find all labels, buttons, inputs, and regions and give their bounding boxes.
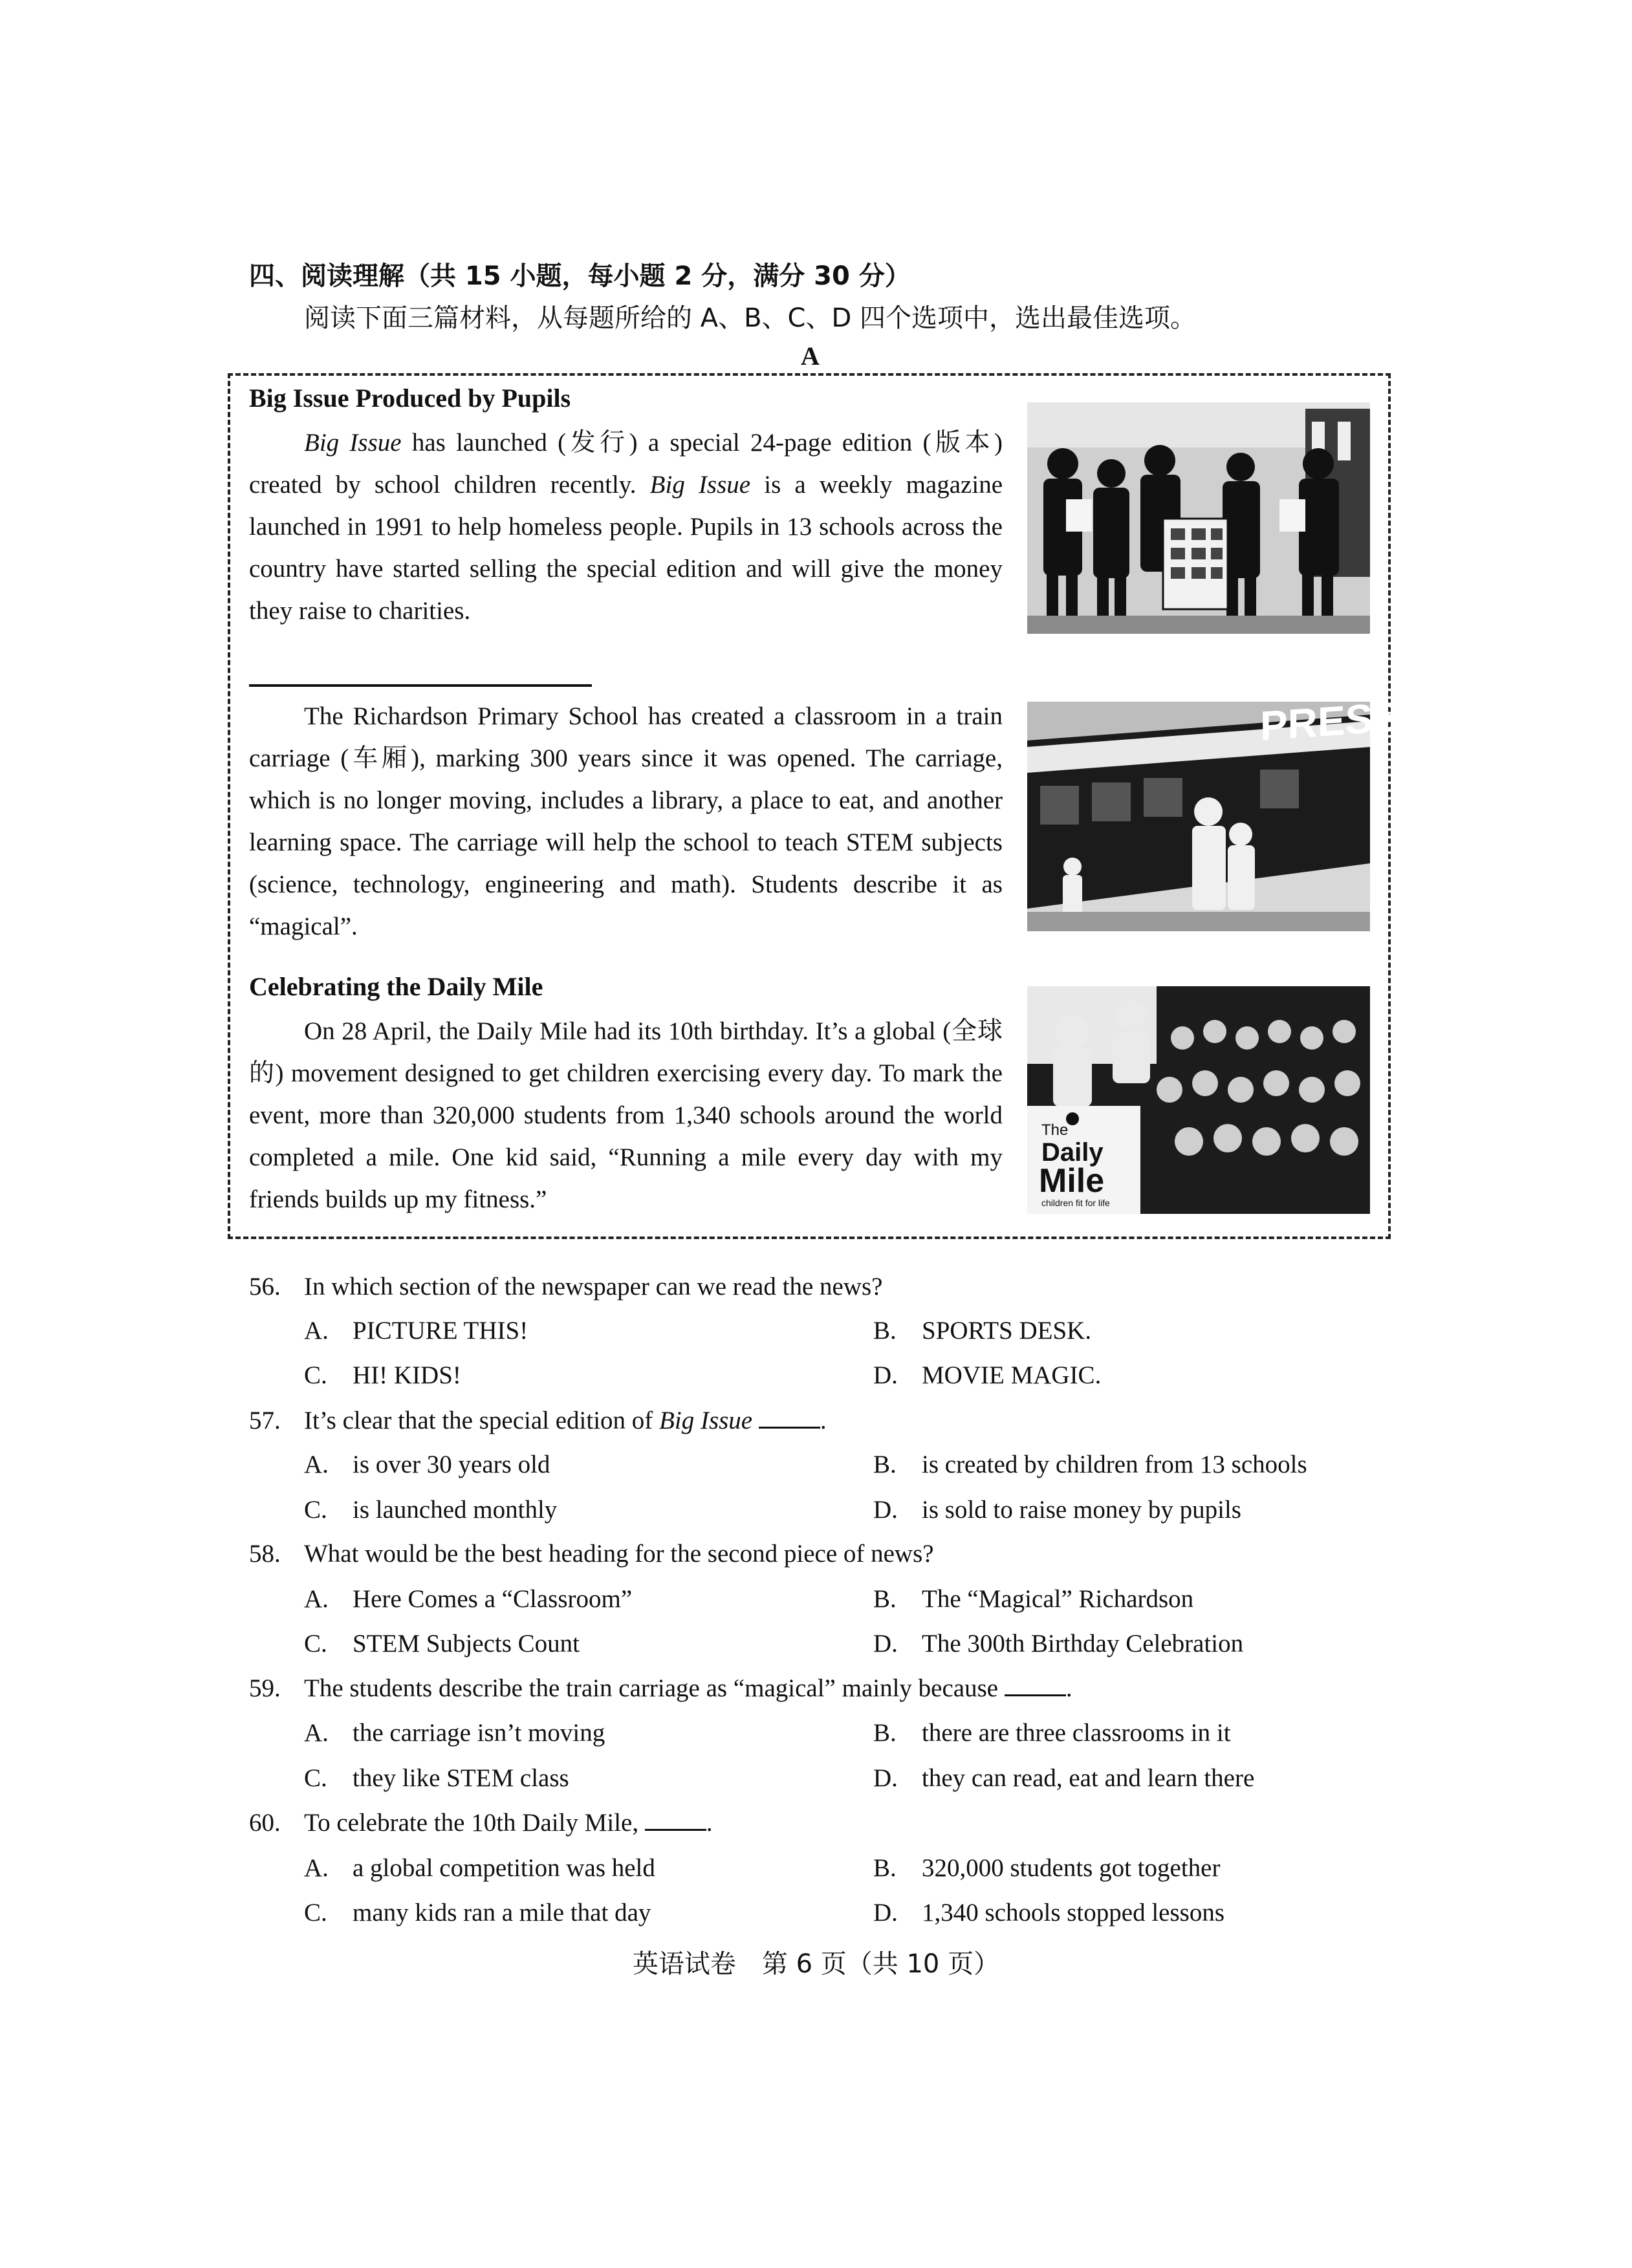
daily-mile-logo-daily: Daily [1041,1138,1104,1167]
answer-blank [1005,1672,1066,1696]
section-instruction: 阅读下面三篇材料，从每题所给的 A、B、C、D 四个选项中，选出最佳选项。 [304,303,1196,333]
passage-letter: A [801,341,820,371]
news-2-body: The Richardson Primary School has created a classroom in a train carriage (车厢), marking 300 years since it was opened. The carriage, which is no longer moving, includes a library, a place to eat, and another learning space. The carriage will help the school to teach STEM subjects (science, technology, engineering and math). Students describe it as “magical”. [249,702,1003,940]
press-sign: PRESS [1260,693,1400,750]
question-number: 59. [249,1674,281,1702]
option-a[interactable]: A. PICTURE THIS! [304,1317,528,1345]
news-1-magazine-name: Big Issue [304,429,402,457]
missing-title-line [249,684,592,687]
question-number: 58. [249,1540,281,1568]
option-d[interactable]: D. The 300th Birthday Celebration [873,1630,1244,1658]
news-1-magazine-name-2: Big Issue [649,471,751,499]
question-stem: It’s clear that the special edition of Big Issue . [304,1405,827,1437]
option-b[interactable]: B. there are three classrooms in it [873,1719,1231,1747]
option-b[interactable]: B. SPORTS DESK. [873,1317,1092,1345]
news-3-body: On 28 April, the Daily Mile had its 10th birthday. It’s a global (全球的) movement designed to get children exercising every day. To mark the event, more than 320,000 students from 1,340 schools around the world completed a mile. One kid said, “Running a mile every day with my friends builds up my fitness.” [249,1017,1003,1213]
question-number: 60. [249,1809,281,1837]
option-c[interactable]: C. they like STEM class [304,1764,569,1792]
option-b[interactable]: B. is created by children from 13 schools [873,1451,1307,1478]
train-carriage-photo [1027,693,1400,966]
pupils-photo [1027,402,1370,634]
option-c[interactable]: C. HI! KIDS! [304,1361,461,1389]
option-b[interactable]: B. 320,000 students got together [873,1854,1221,1882]
option-a[interactable]: A. the carriage isn’t moving [304,1719,605,1747]
option-a[interactable]: A. Here Comes a “Classroom” [304,1585,633,1613]
news-3-title: Celebrating the Daily Mile [249,972,543,1001]
daily-mile-photo [1027,986,1370,1214]
option-d[interactable]: D. MOVIE MAGIC. [873,1361,1102,1389]
daily-mile-logo-tagline: children fit for life [1041,1198,1110,1208]
daily-mile-logo-the: The [1041,1121,1069,1139]
option-a[interactable]: A. is over 30 years old [304,1451,550,1478]
question-number: 56. [249,1273,281,1301]
section-heading: 四、阅读理解（共 15 小题，每小题 2 分，满分 30 分） [249,261,911,291]
option-c[interactable]: C. many kids ran a mile that day [304,1899,651,1927]
option-a[interactable]: A. a global competition was held [304,1854,655,1882]
news-1-title: Big Issue Produced by Pupils [249,383,571,413]
300-years-sign: 300 [1111,910,1153,966]
option-d[interactable]: D. 1,340 schools stopped lessons [873,1899,1224,1927]
answer-blank [759,1405,820,1429]
option-d[interactable]: D. they can read, eat and learn there [873,1764,1255,1792]
question-number: 57. [249,1407,281,1434]
option-c[interactable]: C. STEM Subjects Count [304,1630,580,1658]
option-c[interactable]: C. is launched monthly [304,1496,558,1524]
question-stem: To celebrate the 10th Daily Mile, . [304,1807,713,1839]
question-stem: In which section of the newspaper can we read the news? [304,1273,883,1301]
daily-mile-logo-mile: Mile [1039,1162,1105,1200]
option-d[interactable]: D. is sold to raise money by pupils [873,1496,1241,1524]
page-footer: 英语试卷 第 6 页（共 10 页） [632,1949,1000,1979]
question-stem: The students describe the train carriage as “magical” mainly because . [304,1672,1072,1705]
answer-blank [645,1807,706,1831]
question-stem: What would be the best heading for the second piece of news? [304,1540,934,1568]
news-1-body: Big Issue has launched (发行) a special 24-page edition (版本) created by school children recently. Big Issue is a weekly magazine launched in 1991 to help homeless people. Pupils in 13 schools across the country have started selling the special edition and will give the money they raise to charities. [249,429,1003,625]
option-b[interactable]: B. The “Magical” Richardson [873,1585,1194,1613]
